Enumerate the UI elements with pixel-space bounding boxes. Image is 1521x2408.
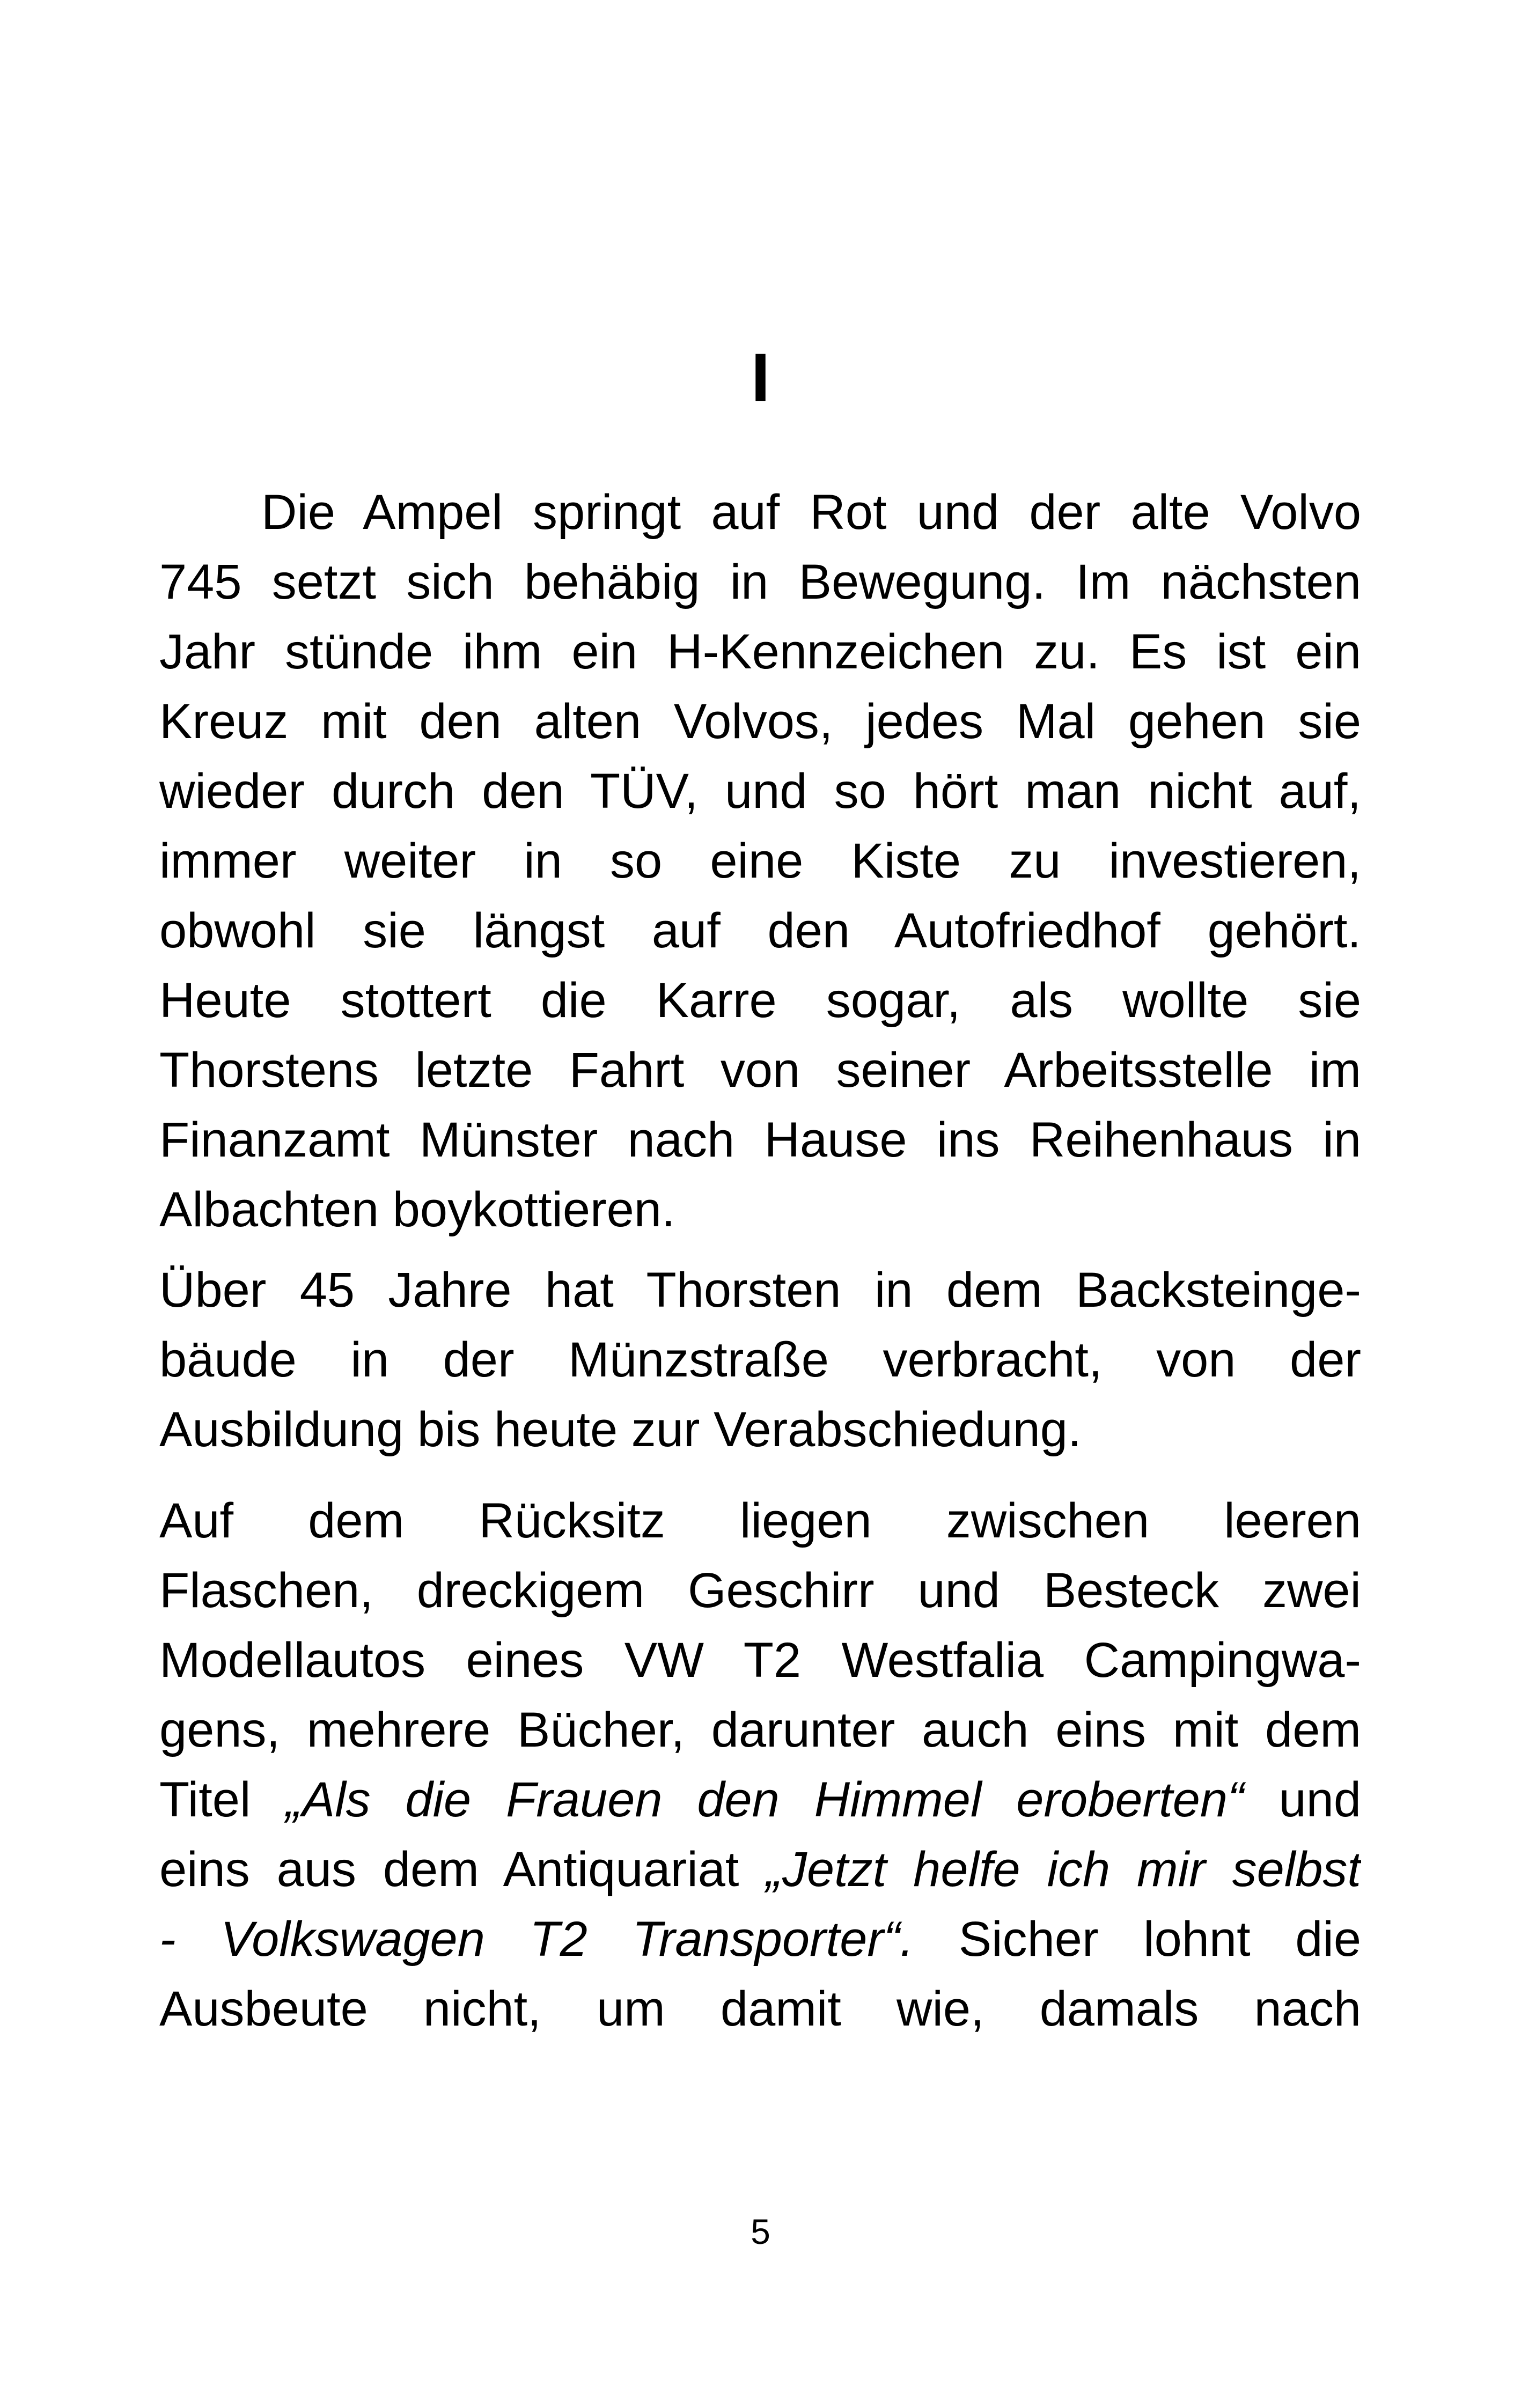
text-line: Auf dem Rücksitz liegen zwischen leeren — [159, 1493, 1361, 1548]
text-line — [159, 1904, 1361, 1974]
text-line: Heute stottert die Karre sogar, als wollte sie — [159, 973, 1361, 1028]
paragraph-2 — [159, 1255, 1361, 1464]
text-line — [159, 1765, 1361, 1835]
text-line: Modellautos eines VW T2 Westfalia Campingwa- — [159, 1633, 1361, 1688]
text-line: 745 setzt sich behäbig in Bewegung. Im nächsten — [159, 555, 1361, 609]
paragraph-spacer — [159, 1464, 1361, 1486]
text-line: Jahr stünde ihm ein H-Kennzeichen zu. Es ist ein — [159, 624, 1361, 679]
text-line: Flaschen, dreckigem Geschirr und Besteck zwei — [159, 1563, 1361, 1618]
page-number: 5 — [751, 2212, 770, 2251]
line-text: Titel — [159, 1772, 286, 1827]
text-line: gens, mehrere Bücher, darunter auch eins mit dem — [159, 1703, 1361, 1757]
text-line — [159, 1835, 1361, 1904]
book-title-italic: - Volkswagen T2 Transporter“. — [159, 1912, 914, 1967]
line-text: eins aus dem Antiquariat — [159, 1842, 766, 1897]
paragraph-spacer — [159, 1244, 1361, 1255]
text-line: Ausbeute nicht, um damit wie, damals nach — [159, 1982, 1361, 2036]
text-line: Über 45 Jahre hat Thorsten in dem Backsteinge- — [159, 1263, 1361, 1317]
text-line: wieder durch den TÜV, und so hört man nicht auf, — [159, 764, 1361, 819]
text-line: Kreuz mit den alten Volvos, jedes Mal gehen sie — [159, 694, 1361, 749]
body-text — [159, 477, 1361, 2044]
text-line: Thorstens letzte Fahrt von seiner Arbeitsstelle im — [159, 1043, 1361, 1098]
book-title-italic: „Jetzt helfe ich mir selbst — [766, 1842, 1361, 1897]
text-line: immer weiter in so eine Kiste zu investieren, — [159, 834, 1361, 888]
line-text: Sicher lohnt die — [914, 1912, 1361, 1967]
text-line: Albachten boykottieren. — [159, 1182, 675, 1237]
text-line: bäude in der Münzstraße verbracht, von der — [159, 1332, 1361, 1387]
text-line: Ausbildung bis heute zur Verabschiedung. — [159, 1402, 1082, 1457]
chapter-heading: I — [751, 340, 770, 416]
paragraph-1 — [159, 477, 1361, 1244]
text-line: Die Ampel springt auf Rot und der alte Volvo — [261, 485, 1361, 540]
paragraph-3 — [159, 1486, 1361, 2044]
text-line: Finanzamt Münster nach Hause ins Reihenhaus in — [159, 1113, 1361, 1167]
text-line: obwohl sie längst auf den Autofriedhof gehört. — [159, 903, 1361, 958]
book-title-italic: „Als die Frauen den Himmel eroberten“ — [285, 1772, 1244, 1827]
line-text: und — [1244, 1772, 1361, 1827]
